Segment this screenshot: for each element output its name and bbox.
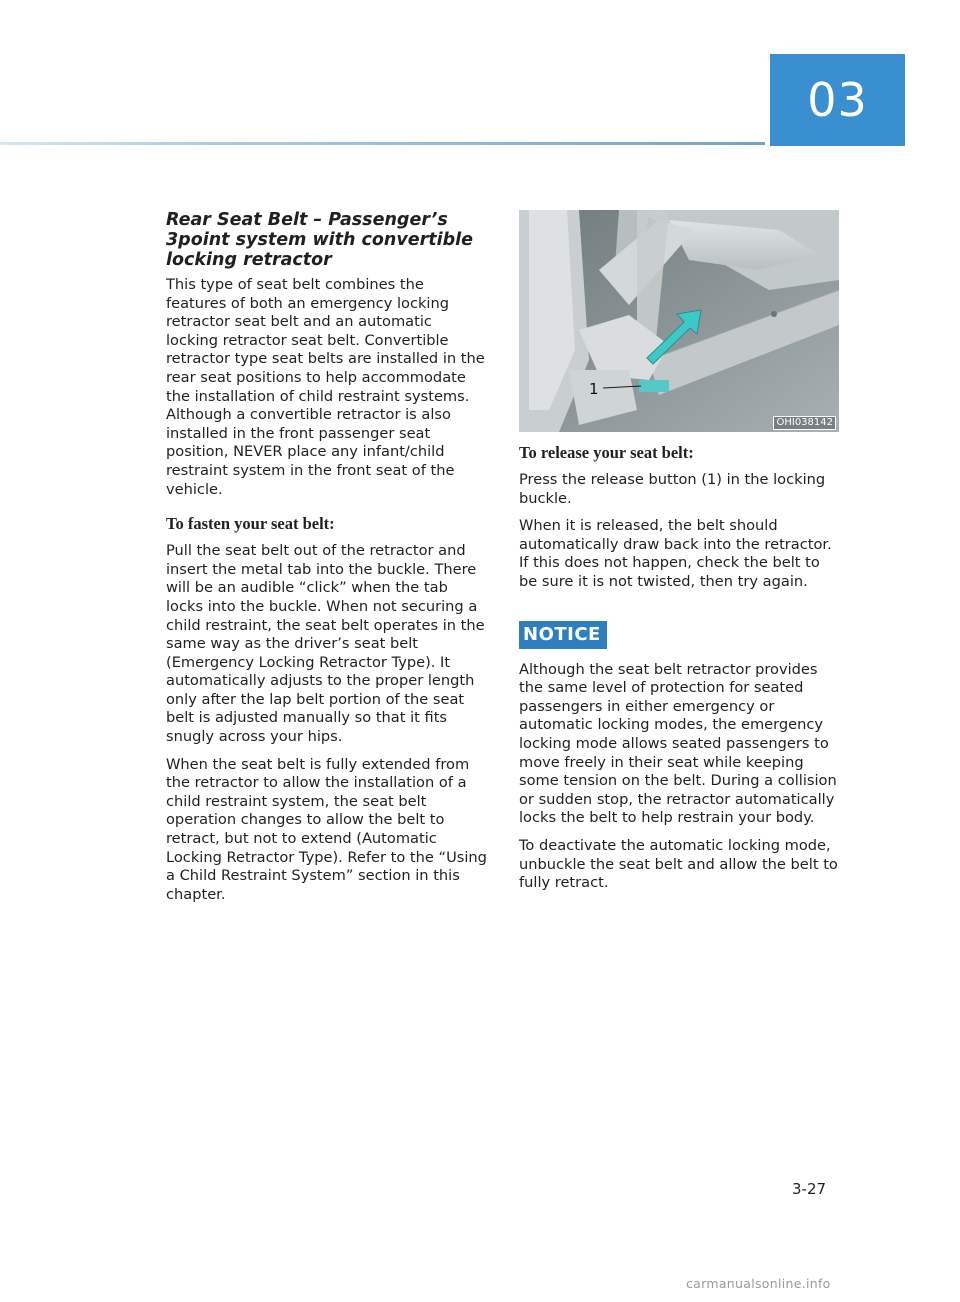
fasten-heading: To fasten your seat belt:: [166, 514, 335, 534]
section-title: Rear Seat Belt – Passenger’s 3point system with convertible locking retractor: [166, 210, 474, 270]
left-column: [166, 210, 488, 913]
page-number: 3-27: [792, 1180, 827, 1198]
figure-code: OHI038142: [773, 416, 836, 430]
figure-callout-1: 1: [589, 380, 599, 398]
header-rule: [0, 142, 765, 145]
seat-belt-release-figure: [519, 210, 839, 432]
right-column: [519, 210, 841, 902]
release-paragraph-2: When it is released, the belt should automatically draw back into the retractor. If this does not happen, check the belt to be sure it is not twisted, then try again.: [519, 517, 832, 590]
notice-paragraph-2: To deactivate the automatic locking mode, unbuckle the seat belt and allow the belt to fully retract.: [519, 836, 838, 892]
notice-paragraph-1: Although the seat belt retractor provides the same level of protection for seated passengers in either emergency or automatic locking modes, the emergency locking mode allows seated passengers to move freely in their seat while keeping some tension on the belt. During a collision or sudden stop, the retractor automatically locks the belt to help restrain your body.: [519, 660, 837, 827]
release-paragraph-1: Press the release button (1) in the locking buckle.: [519, 471, 826, 507]
notice-label: NOTICE: [519, 621, 607, 649]
watermark: carmanualsonline.info: [686, 1276, 831, 1291]
intro-paragraph: This type of seat belt combines the features of both an emergency locking retractor seat belt and an automatic locking retractor seat belt. Convertible retractor type seat belts are installed in the rear seat positions to help accommodate the installation of child restraint systems. Although a convertible retractor is also installed in the front passenger seat position, NEVER place any infant/child restraint system in the front seat of the vehicle.: [166, 276, 485, 498]
fasten-paragraph-1: Pull the seat belt out of the retractor and insert the metal tab into the buckle. There will be an audible “click” when the tab locks into the buckle. When not securing a child restraint, the seat belt operates in the same way as the driver’s seat belt (Emergency Locking Retractor Type). It automatically adjusts to the proper length only after the lap belt portion of the seat belt is adjusted manually so that it fits snugly across your hips.: [166, 542, 485, 746]
release-heading: To release your seat belt:: [519, 443, 694, 462]
fasten-paragraph-2: When the seat belt is fully extended from the retractor to allow the installation of a child restraint system, the seat belt operation changes to allow the belt to retract, but not to extend (Automatic Locking Retractor Type). Refer to the “Using a Child Restraint System” section in this chapter.: [166, 755, 487, 903]
seat-belt-illustration: [519, 210, 839, 432]
chapter-tab: 03: [770, 54, 905, 146]
